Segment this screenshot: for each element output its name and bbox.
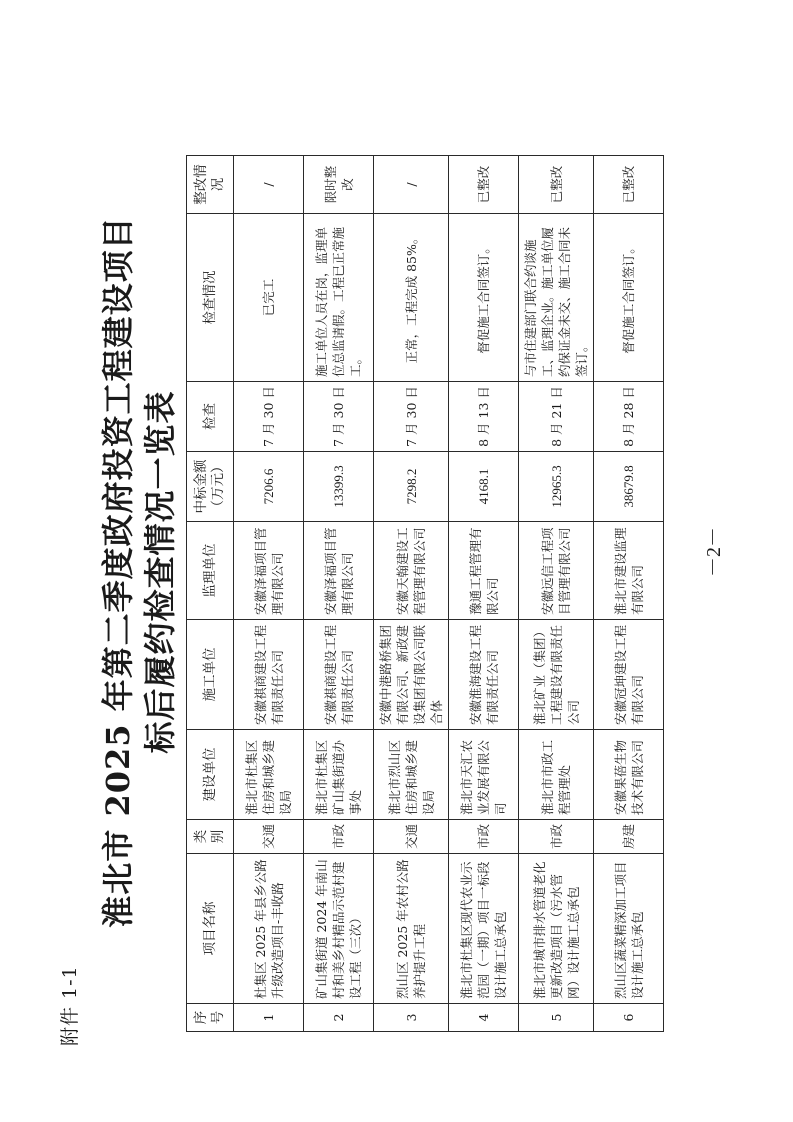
cell-result: 施工单位人员在岗，监理单位总监请假。工程已正常施工。	[304, 214, 374, 382]
table-header-row	[187, 156, 234, 1032]
cell-date: 7 月 30 日	[304, 382, 374, 452]
cell-amount: 12965.3	[519, 452, 594, 522]
cell-date: 8 月 21 日	[519, 382, 594, 452]
cell-no: 1	[234, 1004, 304, 1032]
cell-category: 市政	[304, 820, 374, 854]
cell-rectify: 限时整改	[304, 156, 374, 214]
cell-supervisor: 安徽泽福项目管理有限公司	[234, 522, 304, 620]
cell-contractor: 安徽淮海建设工程有限责任公司	[449, 620, 519, 730]
page-number: －2－	[703, 527, 725, 577]
header-supervisor: 监理单位	[187, 522, 234, 620]
header-category: 类别	[187, 820, 234, 854]
cell-name: 淮北市杜集区现代农业示范园（一期）项目一标段设计施工总承包	[449, 854, 519, 1004]
cell-supervisor: 淮北市建设监理有限公司	[594, 522, 664, 620]
cell-name: 淮北市城市排水管道老化更新改造项目（污水管网）设计施工总承包	[519, 854, 594, 1004]
header-date: 检查	[187, 382, 234, 452]
cell-date: 7 月 30 日	[234, 382, 304, 452]
cell-rectify: /	[234, 156, 304, 214]
cell-name: 杜集区 2025 年县乡公路升级改造项目-丰收路	[234, 854, 304, 1004]
cell-category: 市政	[449, 820, 519, 854]
page-subtitle: 标后履约检查情况一览表	[141, 390, 179, 754]
cell-result: 督促施工合同签订。	[449, 214, 519, 382]
cell-category: 交通	[234, 820, 304, 854]
cell-category: 房建	[594, 820, 664, 854]
table-row	[374, 156, 449, 1032]
cell-date: 8 月 13 日	[449, 382, 519, 452]
cell-owner: 淮北市杜集区矿山集街道办事处	[304, 730, 374, 820]
header-name: 项目名称	[187, 854, 234, 1004]
cell-amount: 7206.6	[234, 452, 304, 522]
header-contractor: 施工单位	[187, 620, 234, 730]
cell-owner: 淮北市市政工程管理处	[519, 730, 594, 820]
cell-name: 烈山区蔬菜精深加工项目设计施工总承包	[594, 854, 664, 1004]
cell-date: 8 月 28 日	[594, 382, 664, 452]
cell-no: 3	[374, 1004, 449, 1032]
header-result: 检查情况	[187, 214, 234, 382]
cell-category: 市政	[519, 820, 594, 854]
cell-amount: 4168.1	[449, 452, 519, 522]
cell-result: 正常，工程完成 85%。	[374, 214, 449, 382]
cell-rectify: 已整改	[594, 156, 664, 214]
cell-no: 2	[304, 1004, 374, 1032]
header-amount: 中标金额（万元）	[187, 452, 234, 522]
cell-date: 7 月 30 日	[374, 382, 449, 452]
cell-supervisor: 安徽天翰建设工程管理有限公司	[374, 522, 449, 620]
cell-category: 交通	[374, 820, 449, 854]
cell-result: 督促施工合同签订。	[594, 214, 664, 382]
table-row	[519, 156, 594, 1032]
cell-result: 已完工	[234, 214, 304, 382]
cell-no: 6	[594, 1004, 664, 1032]
table-row	[449, 156, 519, 1032]
cell-contractor: 安徽祺商建设工程有限责任公司	[304, 620, 374, 730]
cell-rectify: 已整改	[519, 156, 594, 214]
attachment-label: 附件 1-1	[59, 965, 81, 1046]
table-row	[594, 156, 664, 1032]
cell-contractor: 安徽祺商建设工程有限责任公司	[234, 620, 304, 730]
cell-supervisor: 安徽泽福项目管理有限公司	[304, 522, 374, 620]
cell-name: 矿山集街道 2024 年南山村和美乡村精品示范村建设工程（三次）	[304, 854, 374, 1004]
cell-contractor: 淮北矿业（集团）工程建设有限责任公司	[519, 620, 594, 730]
cell-supervisor: 豫通工程管理有限公司	[449, 522, 519, 620]
cell-amount: 7298.2	[374, 452, 449, 522]
inspection-table	[186, 155, 664, 1032]
cell-supervisor: 安徽远信工程项目管理有限公司	[519, 522, 594, 620]
cell-no: 5	[519, 1004, 594, 1032]
table-row	[304, 156, 374, 1032]
page-title: 淮北市 2025 年第二季度政府投资工程建设项目	[99, 216, 137, 928]
cell-owner: 淮北市烈山区住房和城乡建设局	[374, 730, 449, 820]
cell-result: 与市住建部门联合约谈施工、监理企业。施工单位履约保证金未交、施工合同未签订。	[519, 214, 594, 382]
table-row	[234, 156, 304, 1032]
cell-name: 烈山区 2025 年农村公路养护提升工程	[374, 854, 449, 1004]
cell-owner: 安徽果蓓生物技术有限公司	[594, 730, 664, 820]
cell-owner: 淮北市天汇农业发展有限公司	[449, 730, 519, 820]
cell-no: 4	[449, 1004, 519, 1032]
header-owner: 建设单位	[187, 730, 234, 820]
cell-owner: 淮北市杜集区住房和城乡建设局	[234, 730, 304, 820]
cell-rectify: /	[374, 156, 449, 214]
cell-amount: 13399.3	[304, 452, 374, 522]
cell-amount: 38679.8	[594, 452, 664, 522]
cell-contractor: 安徽中港路桥集团有限公司、新政建设集团有限公司联合体	[374, 620, 449, 730]
cell-contractor: 安徽冠坤建设工程有限公司	[594, 620, 664, 730]
cell-rectify: 已整改	[449, 156, 519, 214]
header-no: 序号	[187, 1004, 234, 1032]
header-rectify: 整改情况	[187, 156, 234, 214]
